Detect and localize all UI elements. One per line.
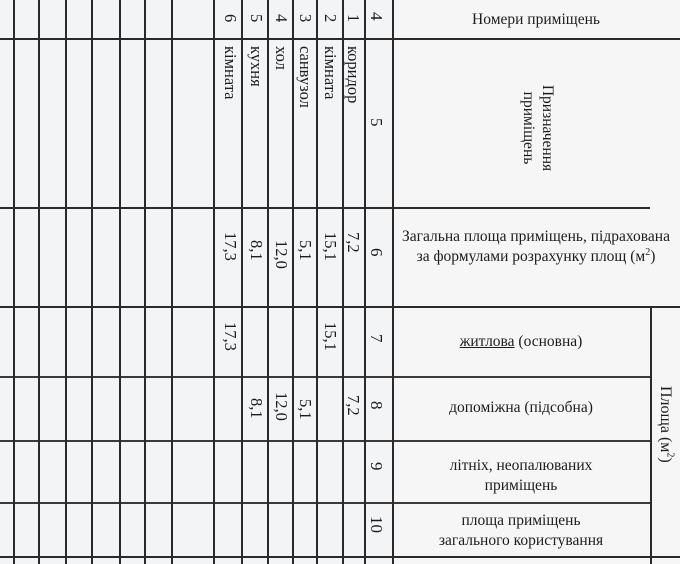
grid-line [91,0,93,564]
divider-under-purpose [0,207,650,209]
room-total-area: 5,1 [296,240,315,261]
grid-line [267,0,269,564]
grid-line [38,0,40,564]
header-common-area: площа приміщень загального користування [438,512,604,550]
divider-under-room-number [0,38,680,40]
room-auxiliary-area: 8,1 [247,398,266,419]
grid-line [241,0,243,564]
divider-under-summer [0,502,650,504]
header-room-numbers: Номери приміщень [472,11,600,28]
grid-line [213,0,215,564]
column-number: 6 [367,248,386,257]
area-group-divider [650,306,652,564]
room-total-area: 8,1 [247,240,266,261]
divider-under-auxiliary [0,440,650,442]
room-auxiliary-area: 12,0 [272,392,291,421]
grid-line [144,0,146,564]
room-number: 6 [221,14,240,23]
grid-line [13,0,15,564]
room-purpose: кухня [247,46,266,87]
column-number: 9 [367,462,386,471]
grid-line [65,0,67,564]
header-living-area: житлова (основна) [459,333,583,350]
room-purpose: хол [272,46,291,70]
grid-line [119,0,121,564]
column-number: 8 [367,401,386,410]
divider-under-living [0,376,650,378]
header-area-group: Площа $(м^2)$ [657,386,676,463]
grid-line [171,0,173,564]
room-living-area: 17,3 [221,322,240,351]
area-header-top-border [392,306,680,308]
column-number: 5 [367,118,386,127]
room-number: 5 [247,14,266,23]
room-purpose: коридор [344,46,363,104]
room-number: 4 [272,14,291,23]
header-room-purpose: Призначення приміщень [520,84,556,172]
room-number: 3 [296,14,315,23]
room-total-area: 15,1 [321,232,340,261]
room-total-area: 12,0 [272,240,291,269]
divider-bottom [0,556,680,558]
header-summer-area: літніх, неопалюваних приміщень [449,457,593,495]
room-total-area: 7,2 [344,232,363,253]
column-number: 7 [367,334,386,343]
room-number: 2 [321,14,340,23]
column-number: 10 [367,516,386,533]
room-auxiliary-area: 7,2 [344,395,363,416]
column-number: 4 [367,12,386,21]
room-purpose: санвузол [296,46,315,108]
room-number: 1 [344,14,363,23]
grid-line [316,0,318,564]
room-purpose: кімната [221,46,240,100]
grid-line [364,0,366,564]
header-auxiliary-area: допоміжна (підсобна) [449,399,593,416]
header-total-area: Загальна площа приміщень, підрахована за формулами розрахунку площ $(м^2)$ [402,228,670,265]
grid-line [292,0,294,564]
room-living-area: 15,1 [321,322,340,351]
room-auxiliary-area: 5,1 [296,399,315,420]
room-total-area: 17,3 [221,232,240,261]
room-purpose: кімната [321,46,340,100]
